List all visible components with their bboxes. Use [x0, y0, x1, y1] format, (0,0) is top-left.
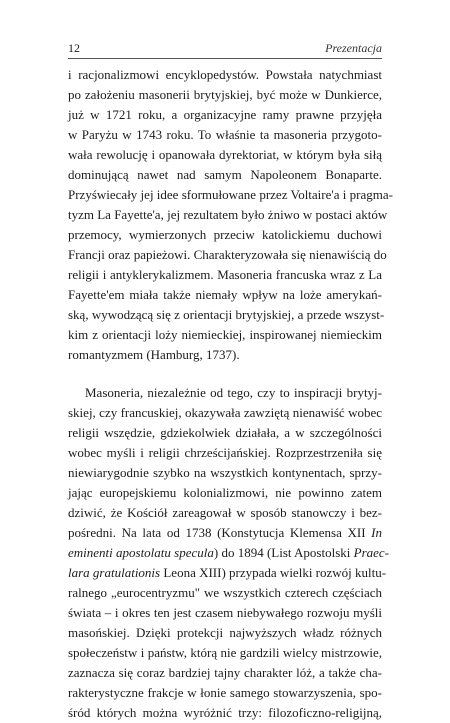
- text-line: Przyświecały jej idee sformułowane przez Voltaire'a i pragma-: [68, 187, 393, 202]
- body-text: [68, 65, 393, 723]
- text-line: religii wszędzie, gdziekolwiek działała, a w szczególności: [68, 425, 382, 440]
- text-run: pośredni. Na lata od 1738 (Konstytucja Klemensa XII: [68, 525, 372, 540]
- text-line: tyzm La Fayette'a, jej rezultatem było żniwo w postaci aktów: [68, 207, 388, 222]
- running-head: Prezentacja: [325, 41, 382, 55]
- italic-run: lara gratulationis: [68, 565, 161, 580]
- text-line: świata – i okres ten jest czasem niebywałego rozwoju myśli: [68, 605, 382, 620]
- text-line: śród których można wyróżnić trzy: filozoficzno-religijną,: [68, 705, 382, 720]
- text-line: wała rewolucję i opanowała dyrektoriat, w którym była siłą: [68, 147, 382, 162]
- text-line: zaznacza się coraz bardziej tajny charakter lóż, a także cha-: [68, 665, 382, 680]
- text-line: dziwić, że Kościół zareagował w sposób stanowczy i bez-: [68, 505, 382, 520]
- text-line: w Paryżu w 1743 roku. To właśnie ta masoneria przygoto-: [68, 127, 382, 142]
- text-line: romantyzmem (Hamburg, 1737).: [68, 347, 240, 362]
- text-line: i racjonalizmowi encyklopedystów. Powstała natychmiast: [68, 67, 382, 82]
- text-line: ską, wywodzącą się z orientacji brytyjskiej, a przede wszyst-: [68, 307, 385, 322]
- paragraph-1: [68, 65, 393, 365]
- text-line: kim z orientacji loży niemieckiej, inspirowanej niemieckim: [68, 327, 382, 342]
- page-header: [68, 40, 382, 56]
- text-line: [68, 563, 387, 583]
- text-line: społeczeństw i państw, którą nie gardzili wielcy mistrzowie,: [68, 645, 382, 660]
- text-line: Masoneria, niezależnie od tego, czy to inspiracji brytyj-: [85, 385, 382, 400]
- text-line: ralnego „eurocentryzmu" we wszystkich czterech częściach: [68, 585, 382, 600]
- text-line: Francji oraz papieżowi. Charakteryzowała się nienawiścią do: [68, 247, 387, 262]
- text-line: skiej, czy francuskiej, okazywała zawziętą nienawiść wobec: [68, 405, 382, 420]
- text-line: niewiarygodnie szybko na wszystkich kontynentach, sprzy-: [68, 465, 382, 480]
- text-line: Fayette'em miała także niemały wpływ na loże amerykań-: [68, 287, 382, 302]
- page-number: 12: [68, 41, 80, 55]
- text-line: dominującą nawet nad samym Napoleonem Bonaparte.: [68, 167, 382, 182]
- text-line: wobec myśli i religii chrześcijańskiej. Rozprzestrzeniła się: [68, 445, 382, 460]
- header-rule: [68, 58, 382, 59]
- text-line: rakterystyczne frakcje w łonie samego stowarzyszenia, spo-: [68, 685, 382, 700]
- text-line: [68, 543, 390, 563]
- text-line: po założeniu masonerii brytyjskiej, być może w Dunkierce,: [68, 87, 382, 102]
- text-line: już w 1721 roku, a organizacyjne ramy prawne przyjęła: [68, 107, 382, 122]
- text-run: Leona XIII) przypada wielki rozwój kultu-: [160, 565, 387, 580]
- text-line: jając europejskiemu kolonializmowi, nie powinno zatem: [68, 485, 382, 500]
- paragraph-gap: [68, 365, 382, 383]
- text-line: przemocy, wymierzonych przeciw katolickiemu duchowi: [68, 227, 382, 242]
- text-line: [68, 523, 382, 543]
- italic-run: Praec-: [353, 545, 390, 560]
- text-line: religii i antyklerykalizmem. Masoneria francuska wraz z La: [68, 267, 382, 282]
- text-line: masońskiej. Dzięki protekcji najwyższych władz różnych: [68, 625, 382, 640]
- italic-run: In: [371, 525, 382, 540]
- italic-run: eminenti apostolatu specula: [68, 545, 214, 560]
- paragraph-2: [68, 383, 390, 723]
- text-run: ) do 1894 (List Apostolski: [213, 545, 354, 560]
